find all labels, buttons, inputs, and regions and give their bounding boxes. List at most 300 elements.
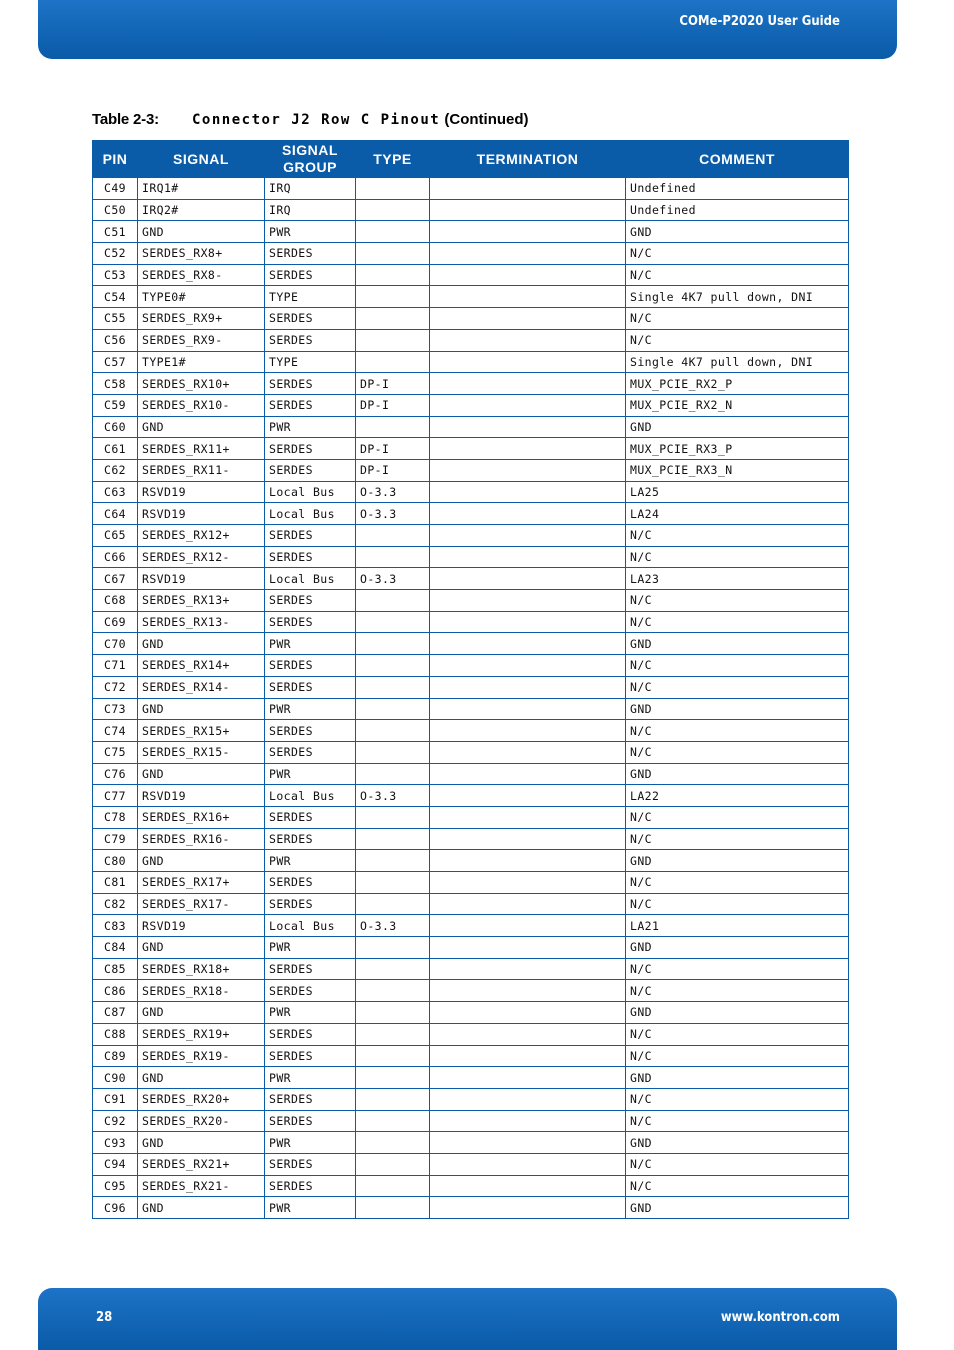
cell-signal: GND (138, 937, 265, 959)
cell-comment: N/C (626, 1045, 849, 1067)
cell-comment: LA23 (626, 568, 849, 590)
column-header-signal: SIGNAL (138, 141, 265, 178)
table-row (93, 438, 849, 460)
cell-signal-group: SERDES (265, 1088, 356, 1110)
cell-signal-group: PWR (265, 1002, 356, 1024)
cell-signal: RSVD19 (138, 785, 265, 807)
cell-signal: SERDES_RX19+ (138, 1023, 265, 1045)
cell-type (356, 698, 430, 720)
cell-signal: SERDES_RX8- (138, 264, 265, 286)
table-row (93, 459, 849, 481)
cell-termination (430, 1023, 626, 1045)
cell-pin: C63 (93, 481, 138, 503)
cell-type (356, 893, 430, 915)
table-row (93, 525, 849, 547)
cell-comment: GND (626, 698, 849, 720)
cell-signal: GND (138, 698, 265, 720)
cell-termination (430, 698, 626, 720)
cell-signal: SERDES_RX15+ (138, 720, 265, 742)
cell-comment: Undefined (626, 199, 849, 221)
cell-signal-group: PWR (265, 698, 356, 720)
cell-signal-group: Local Bus (265, 785, 356, 807)
cell-signal-group: SERDES (265, 1110, 356, 1132)
cell-signal: SERDES_RX13- (138, 611, 265, 633)
cell-pin: C86 (93, 980, 138, 1002)
cell-pin: C66 (93, 546, 138, 568)
cell-signal: RSVD19 (138, 915, 265, 937)
cell-comment: GND (626, 1197, 849, 1219)
cell-pin: C52 (93, 243, 138, 265)
table-row (93, 828, 849, 850)
cell-type: O-3.3 (356, 915, 430, 937)
cell-pin: C71 (93, 655, 138, 677)
cell-termination (430, 893, 626, 915)
cell-termination (430, 980, 626, 1002)
document-title: COMe-P2020 User Guide (679, 14, 840, 29)
table-row (93, 481, 849, 503)
cell-pin: C83 (93, 915, 138, 937)
cell-type (356, 546, 430, 568)
cell-signal-group: Local Bus (265, 503, 356, 525)
cell-signal: SERDES_RX20+ (138, 1088, 265, 1110)
column-header-type: TYPE (356, 141, 430, 178)
cell-signal-group: SERDES (265, 525, 356, 547)
cell-comment: N/C (626, 611, 849, 633)
table-row (93, 590, 849, 612)
table-caption (92, 111, 529, 128)
cell-comment: GND (626, 221, 849, 243)
cell-signal: SERDES_RX11- (138, 459, 265, 481)
cell-type: O-3.3 (356, 568, 430, 590)
cell-pin: C90 (93, 1067, 138, 1089)
pinout-table (92, 140, 849, 1219)
cell-signal: SERDES_RX21+ (138, 1153, 265, 1175)
cell-comment: N/C (626, 525, 849, 547)
cell-comment: LA24 (626, 503, 849, 525)
table-row (93, 850, 849, 872)
cell-comment: N/C (626, 308, 849, 330)
cell-signal-group: PWR (265, 1197, 356, 1219)
cell-signal-group: PWR (265, 1067, 356, 1089)
cell-termination (430, 1197, 626, 1219)
cell-comment: N/C (626, 1023, 849, 1045)
cell-comment: LA21 (626, 915, 849, 937)
cell-pin: C88 (93, 1023, 138, 1045)
cell-type: O-3.3 (356, 785, 430, 807)
table-row (93, 373, 849, 395)
cell-signal: GND (138, 221, 265, 243)
cell-signal: SERDES_RX8+ (138, 243, 265, 265)
cell-termination (430, 915, 626, 937)
cell-signal-group: SERDES (265, 590, 356, 612)
cell-type (356, 872, 430, 894)
cell-pin: C58 (93, 373, 138, 395)
cell-signal-group: PWR (265, 850, 356, 872)
cell-type (356, 828, 430, 850)
cell-type (356, 1175, 430, 1197)
cell-signal-group: SERDES (265, 1153, 356, 1175)
table-row (93, 1197, 849, 1219)
cell-type (356, 351, 430, 373)
table-row (93, 676, 849, 698)
cell-signal: IRQ1# (138, 178, 265, 200)
cell-pin: C61 (93, 438, 138, 460)
cell-termination (430, 503, 626, 525)
cell-comment: GND (626, 1067, 849, 1089)
cell-signal: GND (138, 763, 265, 785)
cell-signal: GND (138, 416, 265, 438)
cell-comment: N/C (626, 958, 849, 980)
cell-termination (430, 872, 626, 894)
cell-type (356, 1153, 430, 1175)
cell-signal-group: SERDES (265, 611, 356, 633)
cell-comment: N/C (626, 828, 849, 850)
cell-signal: SERDES_RX18- (138, 980, 265, 1002)
cell-signal-group: PWR (265, 633, 356, 655)
cell-comment: N/C (626, 741, 849, 763)
cell-type (356, 720, 430, 742)
header-banner (38, 0, 897, 59)
table-row (93, 633, 849, 655)
cell-pin: C77 (93, 785, 138, 807)
cell-signal-group: TYPE (265, 286, 356, 308)
cell-termination (430, 720, 626, 742)
table-row (93, 1110, 849, 1132)
table-row (93, 568, 849, 590)
cell-termination (430, 806, 626, 828)
cell-signal: SERDES_RX13+ (138, 590, 265, 612)
cell-termination (430, 308, 626, 330)
cell-comment: GND (626, 416, 849, 438)
cell-comment: N/C (626, 676, 849, 698)
cell-pin: C55 (93, 308, 138, 330)
cell-type (356, 655, 430, 677)
cell-comment: N/C (626, 720, 849, 742)
cell-comment: N/C (626, 1110, 849, 1132)
cell-type (356, 308, 430, 330)
footer-url[interactable]: www.kontron.com (720, 1310, 840, 1325)
cell-type (356, 1045, 430, 1067)
cell-comment: GND (626, 633, 849, 655)
cell-comment: N/C (626, 1153, 849, 1175)
cell-type (356, 1110, 430, 1132)
table-row (93, 1153, 849, 1175)
cell-termination (430, 1110, 626, 1132)
table-row (93, 1067, 849, 1089)
table-row (93, 698, 849, 720)
cell-termination (430, 459, 626, 481)
cell-signal: SERDES_RX11+ (138, 438, 265, 460)
table-row (93, 264, 849, 286)
cell-pin: C75 (93, 741, 138, 763)
cell-signal: IRQ2# (138, 199, 265, 221)
cell-signal: GND (138, 1002, 265, 1024)
cell-signal-group: PWR (265, 763, 356, 785)
table-row (93, 178, 849, 200)
table-row (93, 720, 849, 742)
cell-comment: Single 4K7 pull down, DNI (626, 286, 849, 308)
cell-termination (430, 373, 626, 395)
cell-signal-group: SERDES (265, 720, 356, 742)
cell-signal: RSVD19 (138, 503, 265, 525)
cell-signal: GND (138, 1197, 265, 1219)
cell-type (356, 676, 430, 698)
cell-comment: N/C (626, 243, 849, 265)
cell-termination (430, 1175, 626, 1197)
table-row (93, 1023, 849, 1045)
table-row (93, 546, 849, 568)
cell-signal: GND (138, 850, 265, 872)
cell-pin: C89 (93, 1045, 138, 1067)
cell-signal: SERDES_RX15- (138, 741, 265, 763)
cell-signal: SERDES_RX12+ (138, 525, 265, 547)
cell-signal-group: SERDES (265, 394, 356, 416)
cell-signal-group: IRQ (265, 178, 356, 200)
cell-type (356, 525, 430, 547)
table-row (93, 611, 849, 633)
cell-pin: C95 (93, 1175, 138, 1197)
table-title: Connector J2 Row C Pinout (192, 112, 441, 128)
cell-comment: LA25 (626, 481, 849, 503)
cell-comment: GND (626, 763, 849, 785)
cell-comment: Undefined (626, 178, 849, 200)
cell-pin: C73 (93, 698, 138, 720)
table-body (93, 178, 849, 1219)
cell-pin: C67 (93, 568, 138, 590)
cell-termination (430, 633, 626, 655)
cell-comment: GND (626, 1132, 849, 1154)
cell-termination (430, 1002, 626, 1024)
table-row (93, 872, 849, 894)
cell-pin: C91 (93, 1088, 138, 1110)
cell-pin: C87 (93, 1002, 138, 1024)
cell-signal: TYPE1# (138, 351, 265, 373)
cell-signal-group: SERDES (265, 893, 356, 915)
cell-signal: SERDES_RX14+ (138, 655, 265, 677)
cell-signal-group: IRQ (265, 199, 356, 221)
cell-pin: C53 (93, 264, 138, 286)
table-row (93, 980, 849, 1002)
cell-type (356, 590, 430, 612)
cell-signal-group: SERDES (265, 459, 356, 481)
cell-signal-group: SERDES (265, 1175, 356, 1197)
table-row (93, 329, 849, 351)
cell-signal: SERDES_RX16+ (138, 806, 265, 828)
cell-signal: SERDES_RX17+ (138, 872, 265, 894)
cell-pin: C92 (93, 1110, 138, 1132)
cell-signal: SERDES_RX9+ (138, 308, 265, 330)
cell-signal-group: PWR (265, 937, 356, 959)
cell-signal: SERDES_RX20- (138, 1110, 265, 1132)
cell-termination (430, 676, 626, 698)
cell-pin: C80 (93, 850, 138, 872)
cell-comment: N/C (626, 1175, 849, 1197)
footer-banner (38, 1288, 897, 1350)
cell-pin: C72 (93, 676, 138, 698)
cell-comment: MUX_PCIE_RX2_N (626, 394, 849, 416)
cell-type (356, 1023, 430, 1045)
cell-termination (430, 264, 626, 286)
cell-signal: SERDES_RX9- (138, 329, 265, 351)
table-row (93, 503, 849, 525)
cell-comment: N/C (626, 264, 849, 286)
cell-type (356, 199, 430, 221)
table-title-suffix: (Continued) (444, 111, 529, 128)
cell-signal: GND (138, 1132, 265, 1154)
cell-pin: C68 (93, 590, 138, 612)
cell-type (356, 243, 430, 265)
cell-type: DP-I (356, 438, 430, 460)
cell-type (356, 286, 430, 308)
cell-type (356, 741, 430, 763)
table-number: Table 2-3: (92, 111, 159, 128)
table-row (93, 785, 849, 807)
cell-pin: C78 (93, 806, 138, 828)
cell-termination (430, 329, 626, 351)
cell-signal-group: Local Bus (265, 915, 356, 937)
cell-signal-group: PWR (265, 416, 356, 438)
cell-signal: SERDES_RX14- (138, 676, 265, 698)
cell-pin: C76 (93, 763, 138, 785)
cell-signal: GND (138, 1067, 265, 1089)
cell-signal-group: SERDES (265, 958, 356, 980)
cell-pin: C62 (93, 459, 138, 481)
cell-type (356, 937, 430, 959)
cell-pin: C64 (93, 503, 138, 525)
cell-comment: LA22 (626, 785, 849, 807)
column-header-pin: PIN (93, 141, 138, 178)
cell-type: DP-I (356, 459, 430, 481)
cell-comment: N/C (626, 1088, 849, 1110)
table-row (93, 937, 849, 959)
table-row (93, 243, 849, 265)
cell-type (356, 416, 430, 438)
table-row (93, 351, 849, 373)
cell-signal-group: SERDES (265, 1023, 356, 1045)
cell-type (356, 958, 430, 980)
cell-signal-group: SERDES (265, 806, 356, 828)
cell-signal-group: SERDES (265, 676, 356, 698)
cell-pin: C69 (93, 611, 138, 633)
table-row (93, 806, 849, 828)
cell-pin: C85 (93, 958, 138, 980)
cell-termination (430, 178, 626, 200)
cell-signal-group: Local Bus (265, 481, 356, 503)
cell-termination (430, 763, 626, 785)
cell-pin: C74 (93, 720, 138, 742)
cell-signal: GND (138, 633, 265, 655)
cell-comment: N/C (626, 590, 849, 612)
cell-signal-group: SERDES (265, 741, 356, 763)
cell-signal: SERDES_RX17- (138, 893, 265, 915)
table-row (93, 655, 849, 677)
cell-pin: C79 (93, 828, 138, 850)
table-row (93, 741, 849, 763)
cell-comment: N/C (626, 893, 849, 915)
table-row (93, 893, 849, 915)
cell-comment: N/C (626, 980, 849, 1002)
column-header-signal-group: SIGNAL GROUP (265, 141, 356, 178)
cell-type (356, 633, 430, 655)
cell-termination (430, 394, 626, 416)
cell-pin: C57 (93, 351, 138, 373)
cell-pin: C84 (93, 937, 138, 959)
cell-pin: C59 (93, 394, 138, 416)
cell-type (356, 1067, 430, 1089)
cell-pin: C51 (93, 221, 138, 243)
cell-type (356, 980, 430, 1002)
cell-pin: C81 (93, 872, 138, 894)
table-row (93, 1045, 849, 1067)
cell-pin: C54 (93, 286, 138, 308)
cell-type: DP-I (356, 394, 430, 416)
cell-signal: SERDES_RX12- (138, 546, 265, 568)
cell-signal-group: Local Bus (265, 568, 356, 590)
cell-pin: C70 (93, 633, 138, 655)
cell-signal: SERDES_RX19- (138, 1045, 265, 1067)
cell-termination (430, 438, 626, 460)
cell-signal: SERDES_RX18+ (138, 958, 265, 980)
cell-type (356, 1197, 430, 1219)
cell-termination (430, 590, 626, 612)
cell-comment: N/C (626, 806, 849, 828)
table-header-row (93, 141, 849, 178)
cell-termination (430, 1045, 626, 1067)
cell-signal-group: PWR (265, 1132, 356, 1154)
cell-signal-group: SERDES (265, 872, 356, 894)
table-row (93, 958, 849, 980)
cell-termination (430, 785, 626, 807)
column-header-comment: COMMENT (626, 141, 849, 178)
cell-type (356, 329, 430, 351)
cell-termination (430, 243, 626, 265)
table-row (93, 915, 849, 937)
cell-signal-group: SERDES (265, 329, 356, 351)
table-row (93, 763, 849, 785)
cell-signal: SERDES_RX10+ (138, 373, 265, 395)
cell-type (356, 1002, 430, 1024)
cell-signal: RSVD19 (138, 481, 265, 503)
cell-pin: C60 (93, 416, 138, 438)
cell-type: O-3.3 (356, 503, 430, 525)
table-row (93, 199, 849, 221)
cell-pin: C49 (93, 178, 138, 200)
cell-termination (430, 416, 626, 438)
table-row (93, 286, 849, 308)
table-row (93, 308, 849, 330)
cell-termination (430, 546, 626, 568)
cell-pin: C56 (93, 329, 138, 351)
cell-signal-group: SERDES (265, 373, 356, 395)
cell-signal: TYPE0# (138, 286, 265, 308)
cell-type (356, 1132, 430, 1154)
cell-type: O-3.3 (356, 481, 430, 503)
cell-signal: RSVD19 (138, 568, 265, 590)
cell-type (356, 1088, 430, 1110)
cell-signal-group: SERDES (265, 828, 356, 850)
cell-comment: GND (626, 937, 849, 959)
cell-termination (430, 828, 626, 850)
table-row (93, 1002, 849, 1024)
cell-termination (430, 937, 626, 959)
table-row (93, 1132, 849, 1154)
cell-signal-group: SERDES (265, 546, 356, 568)
cell-signal: SERDES_RX21- (138, 1175, 265, 1197)
cell-termination (430, 199, 626, 221)
cell-type (356, 806, 430, 828)
cell-signal: SERDES_RX10- (138, 394, 265, 416)
cell-termination (430, 1067, 626, 1089)
